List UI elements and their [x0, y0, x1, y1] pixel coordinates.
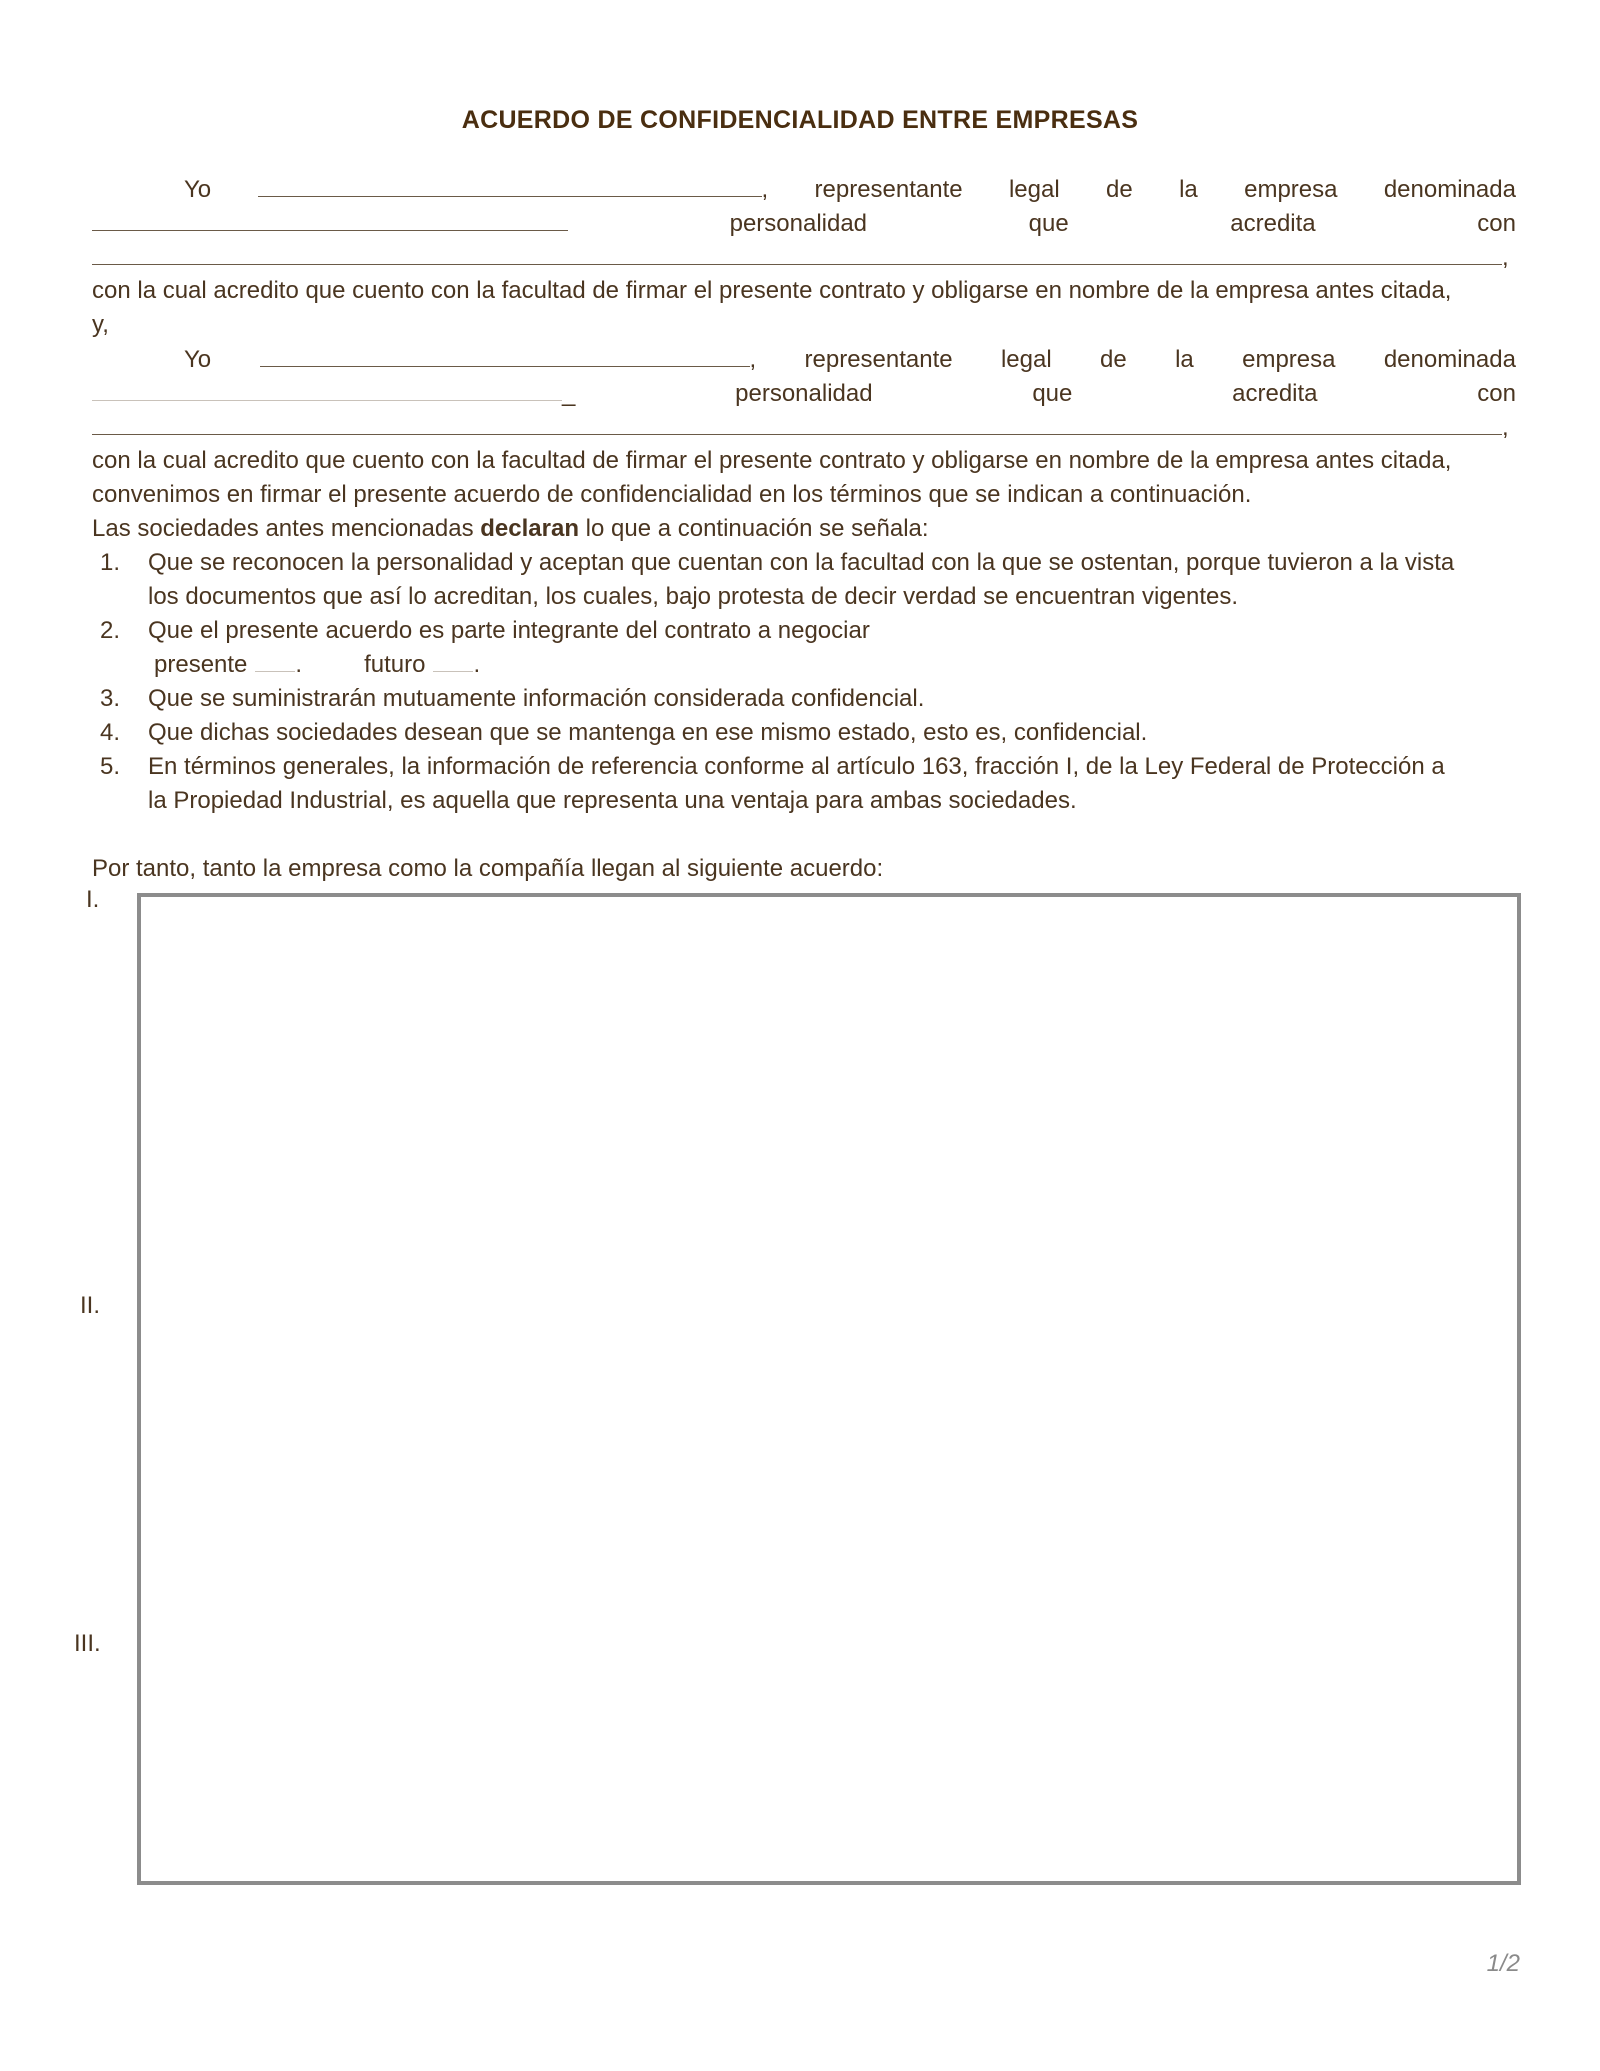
party1-conjunction: y, — [92, 311, 109, 338]
declaration-line: Las sociedades antes mencionadas declaran lo que a continuación se señala: — [92, 515, 929, 542]
document-page: ACUERDO DE CONFIDENCIALIDAD ENTRE EMPRESAS Yo , representante legal de la empresa denominada personalidad que acredita con , con la cual acredito que cuento con la facultad de firmar el presente contrato y obligarse en nombre de la empresa antes citada, y, Yo , representante legal de la empresa denominada _ personalidad que acredita con , con la cual acredito que cuento con la facultad de firmar el presente contrato y obligarse en nombre de la empresa antes citada, convenimos en firmar el presente acuerdo de confidencialidad en los términos que se indican a continuación. Las sociedades antes mencionadas declaran lo que a continuación se señala: 1. Que se reconocen la personalidad y aceptan que cuentan con la facultad con la que se ostentan, porque tuvieron a la vista los documentos que así lo acreditan, los cuales, bajo protesta de decir verdad se encuentran vigentes. 2. Que el presente acuerdo es parte integrante del contrato a negociar presente . futuro . 3. Que se suministrarán mutuamente información considerada confidencial. 4. Que dichas sociedades desean que se mantenga en ese mismo estado, esto es, confidencial. 5. En términos generales, la información de referencia conforme al artículo 163, fracción I, de la Ley Federal de Protección a la Propiedad Industrial, es aquella que representa una ventaja para ambas sociedades. Por tanto, tanto la empresa como la compañía llegan al siguiente acuerdo: I. II. III. 1/2 — [0, 0, 1600, 2071]
party2-line1: Yo , representante legal de la empresa denominada — [92, 342, 1516, 377]
option-futuro-field[interactable] — [433, 649, 473, 672]
agreement-intro: convenimos en firmar el presente acuerdo de confidencialidad en los términos que se indican a continuación. — [92, 481, 1252, 508]
option-futuro-label: futuro — [364, 651, 426, 678]
clause-label-1: I. — [86, 886, 100, 913]
party1-line3: , — [92, 240, 1516, 275]
party2-name-field[interactable] — [260, 342, 750, 367]
option-presente-label: presente — [154, 651, 248, 678]
document-title: ACUERDO DE CONFIDENCIALIDAD ENTRE EMPRESAS — [461, 106, 1139, 134]
clause-label-2: II. — [80, 1292, 101, 1319]
page-number: 1/2 — [1486, 1950, 1520, 1977]
agreement-text-box[interactable] — [137, 893, 1521, 1885]
party1-company-field[interactable] — [92, 206, 568, 231]
party2-credential-field[interactable] — [92, 410, 1502, 435]
party1-statement: con la cual acredito que cuento con la facultad de firmar el presente contrato y obligarse en nombre de la empresa antes citada, — [92, 277, 1452, 304]
party1-line1: Yo , representante legal de la empresa denominada — [92, 172, 1516, 207]
party2-line3: , — [92, 410, 1516, 445]
option-presente-field[interactable] — [255, 649, 295, 672]
party2-statement: con la cual acredito que cuento con la facultad de firmar el presente contrato y obligarse en nombre de la empresa antes citada, — [92, 447, 1452, 474]
party1-credential-field[interactable] — [92, 240, 1502, 265]
party2-line2: _ personalidad que acredita con — [92, 376, 1516, 411]
clause-label-3: III. — [74, 1630, 101, 1657]
party1-name-field[interactable] — [258, 172, 762, 197]
party1-yo: Yo — [184, 176, 212, 203]
party2-yo: Yo — [184, 346, 212, 373]
declaration-bold: declaran — [480, 515, 579, 542]
conclusion-text: Por tanto, tanto la empresa como la compañía llegan al siguiente acuerdo: — [92, 855, 884, 882]
party2-company-field[interactable] — [92, 376, 562, 401]
party1-line2: personalidad que acredita con — [92, 206, 1516, 241]
